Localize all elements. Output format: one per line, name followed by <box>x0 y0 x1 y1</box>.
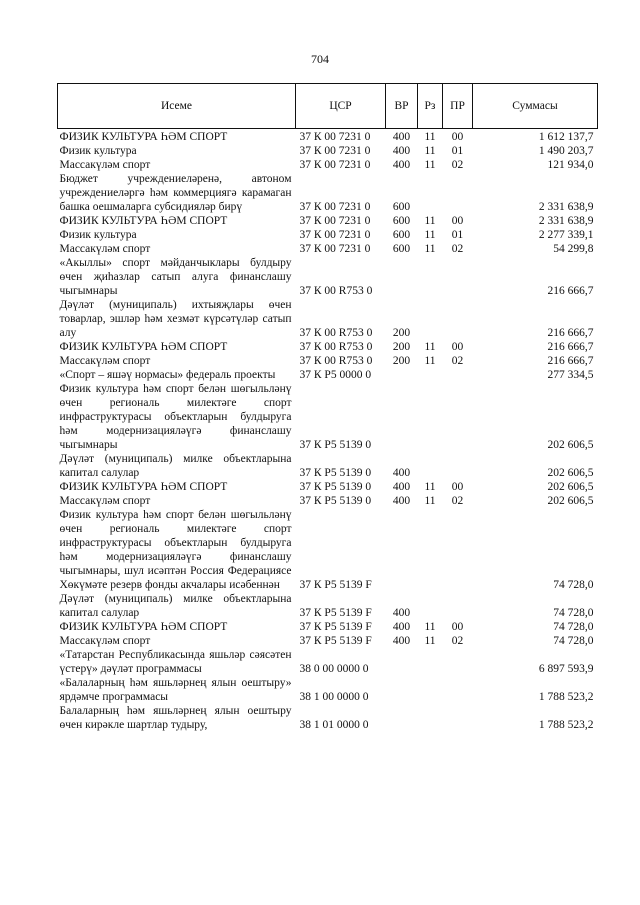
table-row <box>58 620 598 634</box>
cell-pr: 00 <box>451 481 464 493</box>
cell-rz: 11 <box>424 215 436 227</box>
cell-csr: 37 К Р5 5139 0 <box>299 439 372 451</box>
table-row <box>58 256 598 298</box>
cell-vr: 400 <box>392 131 411 143</box>
cell-csr: 37 К Р5 5139 0 <box>299 481 372 493</box>
cell-pr: 00 <box>451 621 464 633</box>
cell-sum: 6 897 593,9 <box>538 663 594 675</box>
cell-rz: 11 <box>424 481 436 493</box>
cell-sum: 202 606,5 <box>547 481 594 493</box>
cell-vr: 600 <box>392 201 411 213</box>
cell-name: Физик культура <box>59 229 137 241</box>
table-row <box>58 676 598 704</box>
cell-vr <box>386 382 418 452</box>
cell-vr <box>386 256 418 298</box>
cell-rz: 11 <box>424 635 436 647</box>
header-pr: ПР <box>443 84 473 129</box>
cell-vr: 400 <box>392 145 411 157</box>
cell-pr <box>443 256 473 298</box>
cell-pr <box>443 648 473 676</box>
cell-vr <box>386 648 418 676</box>
cell-pr: 02 <box>451 355 464 367</box>
cell-sum: 2 331 638,9 <box>538 201 594 213</box>
cell-sum: 2 331 638,9 <box>538 215 594 227</box>
header-sum: Суммасы <box>473 84 598 129</box>
cell-name: ФИЗИК КУЛЬТУРА ҺӘМ СПОРТ <box>59 215 228 227</box>
cell-sum: 74 728,0 <box>553 621 594 633</box>
table-row <box>58 648 598 676</box>
cell-name: Дәүләт (муниципаль) ихтыяҗлары өчен товарлар, эшләр һәм хезмәт күрсәтүләр сатып алу <box>59 299 292 339</box>
cell-rz: 11 <box>424 243 436 255</box>
table-row <box>58 494 598 508</box>
budget-table <box>57 83 598 732</box>
cell-name: Массакүләм спорт <box>59 243 151 255</box>
table-body <box>58 129 598 733</box>
cell-name: «Акыллы» спорт мәйданчыклары булдыру өчен җиһазлар сатып алуга финанслашу чыгымнары <box>59 257 292 297</box>
cell-rz: 11 <box>424 621 436 633</box>
cell-rz: 11 <box>424 131 436 143</box>
cell-rz <box>418 172 443 214</box>
cell-pr <box>443 452 473 480</box>
cell-pr <box>443 592 473 620</box>
cell-rz <box>418 256 443 298</box>
header-csr: ЦСР <box>296 84 386 129</box>
cell-vr: 600 <box>392 243 411 255</box>
cell-pr <box>443 676 473 704</box>
cell-pr <box>443 704 473 732</box>
cell-name: Массакүләм спорт <box>59 635 151 647</box>
cell-rz: 11 <box>424 229 436 241</box>
cell-vr: 600 <box>392 229 411 241</box>
table-row <box>58 228 598 242</box>
header-name: Исеме <box>58 84 296 129</box>
cell-rz: 11 <box>424 355 436 367</box>
cell-rz: 11 <box>424 341 436 353</box>
header-vr: ВР <box>386 84 418 129</box>
table-row <box>58 340 598 354</box>
cell-vr: 400 <box>392 495 411 507</box>
cell-vr: 200 <box>392 341 411 353</box>
cell-sum: 216 666,7 <box>547 355 594 367</box>
cell-rz: 11 <box>424 145 436 157</box>
cell-pr <box>443 508 473 592</box>
cell-sum: 202 606,5 <box>547 495 594 507</box>
cell-rz <box>418 592 443 620</box>
cell-pr: 01 <box>451 229 464 241</box>
cell-pr: 02 <box>451 635 464 647</box>
cell-vr: 400 <box>392 635 411 647</box>
cell-sum: 74 728,0 <box>553 635 594 647</box>
cell-name: Физик культура һәм спорт белән шөгыльләнү өчен региональ милектәге спорт инфраструктурасы объектларын булдыруга һәм модернизацияләүгә финанслашу чыгымнары, шул исәптән Россия Федерациясе Хөкүмәте резерв фонды акчалары исәбеннән <box>59 509 292 591</box>
cell-csr: 37 К Р5 5139 0 <box>299 467 372 479</box>
cell-sum: 202 606,5 <box>547 439 594 451</box>
cell-rz <box>418 508 443 592</box>
table-row <box>58 144 598 158</box>
table-row <box>58 634 598 648</box>
cell-rz <box>418 676 443 704</box>
table-row <box>58 129 598 145</box>
cell-sum: 74 728,0 <box>553 607 594 619</box>
cell-name: Дәүләт (муниципаль) милке объектларына капитал салулар <box>59 593 292 619</box>
cell-vr: 200 <box>392 327 411 339</box>
cell-csr: 37 К Р5 5139 F <box>299 607 372 619</box>
cell-vr <box>386 676 418 704</box>
cell-vr: 400 <box>392 607 411 619</box>
cell-rz: 11 <box>424 495 436 507</box>
table-row <box>58 704 598 732</box>
cell-vr <box>386 508 418 592</box>
table-row <box>58 368 598 382</box>
cell-csr: 37 К Р5 5139 F <box>299 621 372 633</box>
cell-name: Физик культура һәм спорт белән шөгыльләнү өчен региональ милектәге спорт инфраструктурасы объектларын булдыруга һәм модернизацияләүгә финанслашу чыгымнары <box>59 383 292 451</box>
cell-name: Физик культура <box>59 145 137 157</box>
table-row <box>58 172 598 214</box>
cell-csr: 37 К 00 7231 0 <box>299 243 371 255</box>
table-row <box>58 298 598 340</box>
cell-name: «Спорт – яшәү нормасы» федераль проекты <box>59 369 276 381</box>
cell-csr: 38 1 01 0000 0 <box>299 719 369 731</box>
cell-pr: 02 <box>451 495 464 507</box>
cell-csr: 38 1 00 0000 0 <box>299 691 369 703</box>
table-header <box>58 84 598 129</box>
page-number: 704 <box>311 52 329 66</box>
cell-csr: 37 К 00 7231 0 <box>299 215 371 227</box>
cell-pr: 01 <box>451 145 464 157</box>
cell-name: «Татарстан Республикасында яшьләр сәясәтен үстерү» дәүләт программасы <box>59 649 292 675</box>
cell-sum: 54 299,8 <box>553 243 594 255</box>
cell-sum: 74 728,0 <box>553 579 594 591</box>
cell-sum: 1 788 523,2 <box>538 719 594 731</box>
cell-sum: 1 490 203,7 <box>538 145 594 157</box>
cell-csr: 37 К 00 7231 0 <box>299 201 371 213</box>
cell-vr: 400 <box>392 467 411 479</box>
cell-pr: 00 <box>451 215 464 227</box>
header-rz: Рз <box>418 84 443 129</box>
table-row <box>58 242 598 256</box>
header-row <box>58 84 598 129</box>
cell-csr: 37 К 00 R753 0 <box>299 327 373 339</box>
cell-sum: 1 612 137,7 <box>538 131 594 143</box>
cell-csr: 37 К 00 7231 0 <box>299 229 371 241</box>
cell-pr <box>443 172 473 214</box>
cell-pr: 02 <box>451 243 464 255</box>
cell-csr: 37 К 00 R753 0 <box>299 285 373 297</box>
cell-sum: 2 277 339,1 <box>538 229 594 241</box>
cell-sum: 277 334,5 <box>547 369 594 381</box>
cell-name: Бюджет учреждениеләренә, автоном учреждениеләргә һәм коммерциягә карамаган башка оешмаларга субсидияләр бирү <box>59 173 292 213</box>
table-row <box>58 592 598 620</box>
cell-csr: 37 К Р5 5139 F <box>299 635 372 647</box>
cell-sum: 121 934,0 <box>547 159 594 171</box>
cell-rz <box>418 704 443 732</box>
table-row <box>58 480 598 494</box>
table-row <box>58 508 598 592</box>
cell-rz <box>418 382 443 452</box>
cell-name: Массакүләм спорт <box>59 355 151 367</box>
cell-vr: 400 <box>392 481 411 493</box>
cell-name: Дәүләт (муниципаль) милке объектларына капитал салулар <box>59 453 292 479</box>
cell-pr: 00 <box>451 131 464 143</box>
cell-name: ФИЗИК КУЛЬТУРА ҺӘМ СПОРТ <box>59 341 228 353</box>
cell-rz <box>418 452 443 480</box>
cell-pr <box>443 368 473 382</box>
cell-name: Балаларның һәм яшьләрнең ялын оештыру өчен кирәкле шартлар тудыру, <box>59 705 292 731</box>
cell-csr: 37 К 00 7231 0 <box>299 145 371 157</box>
cell-vr <box>386 368 418 382</box>
cell-vr: 400 <box>392 621 411 633</box>
table-row <box>58 382 598 452</box>
cell-csr: 37 К 00 R753 0 <box>299 341 373 353</box>
cell-pr: 00 <box>451 341 464 353</box>
cell-rz <box>418 648 443 676</box>
cell-vr: 600 <box>392 215 411 227</box>
cell-csr: 37 К 00 7231 0 <box>299 159 371 171</box>
budget-table-container <box>57 83 597 732</box>
cell-name: ФИЗИК КУЛЬТУРА ҺӘМ СПОРТ <box>59 481 228 493</box>
cell-name: Массакүләм спорт <box>59 495 151 507</box>
cell-rz: 11 <box>424 159 436 171</box>
cell-pr <box>443 298 473 340</box>
table-row <box>58 452 598 480</box>
cell-csr: 37 К 00 R753 0 <box>299 355 373 367</box>
cell-csr: 37 К Р5 0000 0 <box>299 369 372 381</box>
cell-csr: 37 К Р5 5139 0 <box>299 495 372 507</box>
cell-name: Массакүләм спорт <box>59 159 151 171</box>
cell-rz <box>418 368 443 382</box>
cell-csr: 37 К Р5 5139 F <box>299 579 372 591</box>
cell-csr: 37 К 00 7231 0 <box>299 131 371 143</box>
cell-sum: 216 666,7 <box>547 327 594 339</box>
cell-sum: 216 666,7 <box>547 285 594 297</box>
cell-sum: 216 666,7 <box>547 341 594 353</box>
table-row <box>58 158 598 172</box>
cell-vr: 200 <box>392 355 411 367</box>
cell-pr: 02 <box>451 159 464 171</box>
cell-sum: 202 606,5 <box>547 467 594 479</box>
cell-vr <box>386 704 418 732</box>
cell-name: ФИЗИК КУЛЬТУРА ҺӘМ СПОРТ <box>59 621 228 633</box>
cell-csr: 38 0 00 0000 0 <box>299 663 369 675</box>
cell-pr <box>443 382 473 452</box>
cell-name: «Балаларның һәм яшьләрнең ялын оештыру» ярдәмче программасы <box>59 677 292 703</box>
cell-rz <box>418 298 443 340</box>
cell-vr: 400 <box>392 159 411 171</box>
cell-name: ФИЗИК КУЛЬТУРА ҺӘМ СПОРТ <box>59 131 228 143</box>
table-row <box>58 214 598 228</box>
cell-sum: 1 788 523,2 <box>538 691 594 703</box>
table-row <box>58 354 598 368</box>
